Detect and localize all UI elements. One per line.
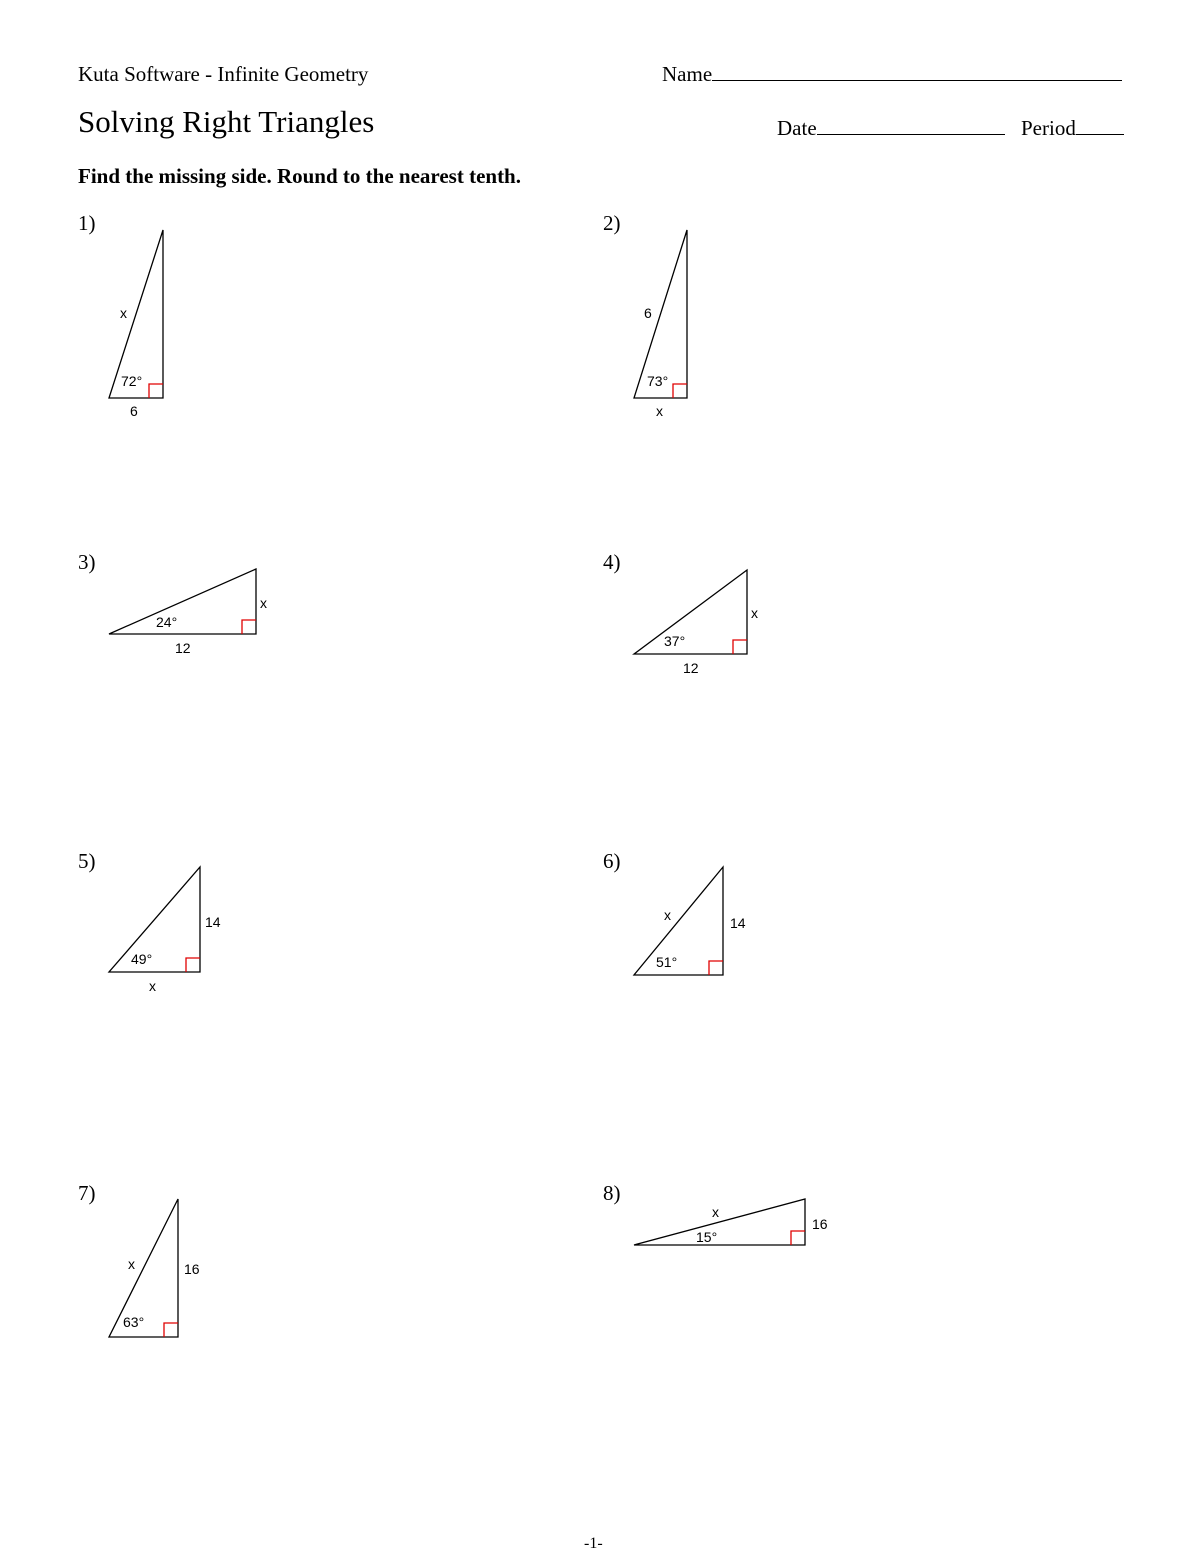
side-label-6b: 14 xyxy=(730,915,746,931)
period-label: Period xyxy=(1021,116,1076,140)
side-label-4b: 12 xyxy=(683,660,699,676)
right-angle-mark-6 xyxy=(709,961,723,975)
problem-number-4: 4) xyxy=(603,550,621,574)
triangle-figure-5 xyxy=(109,867,221,994)
right-angle-mark-8 xyxy=(791,1231,805,1245)
right-angle-mark-5 xyxy=(186,958,200,972)
side-label-3b: 12 xyxy=(175,640,191,656)
angle-label-3: 24° xyxy=(156,614,178,630)
angle-label-2: 73° xyxy=(647,373,669,389)
triangle-3 xyxy=(109,569,256,634)
instructions: Find the missing side. Round to the nearest tenth. xyxy=(78,164,521,188)
side-label-5b: x xyxy=(149,978,156,994)
angle-label-5: 49° xyxy=(131,951,153,967)
publisher-line: Kuta Software - Infinite Geometry xyxy=(78,62,369,86)
triangle-figure-7 xyxy=(109,1199,200,1337)
problem-number-5: 5) xyxy=(78,849,96,873)
side-label-7a: x xyxy=(128,1256,135,1272)
right-angle-mark-1 xyxy=(149,384,163,398)
side-label-1b: 6 xyxy=(130,403,138,419)
date-label: Date xyxy=(777,116,817,140)
side-label-6a: x xyxy=(664,907,671,923)
side-label-3a: x xyxy=(260,595,267,611)
problem-number-2: 2) xyxy=(603,211,621,235)
right-angle-mark-7 xyxy=(164,1323,178,1337)
side-label-8b: 16 xyxy=(812,1216,828,1232)
problem-number-8: 8) xyxy=(603,1181,621,1205)
triangle-figure-4 xyxy=(634,570,758,676)
side-label-2a: 6 xyxy=(644,305,652,321)
triangle-figure-2 xyxy=(634,230,687,419)
triangle-5 xyxy=(109,867,200,972)
triangle-figure-3 xyxy=(109,569,267,656)
side-label-4a: x xyxy=(751,605,758,621)
problem-number-6: 6) xyxy=(603,849,621,873)
name-label: Name xyxy=(662,62,713,86)
triangle-6 xyxy=(634,867,723,975)
worksheet-title: Solving Right Triangles xyxy=(78,104,375,139)
angle-label-6: 51° xyxy=(656,954,678,970)
triangle-figure-8 xyxy=(634,1199,828,1245)
side-label-8a: x xyxy=(712,1204,719,1220)
triangle-8 xyxy=(634,1199,805,1245)
right-angle-mark-3 xyxy=(242,620,256,634)
triangle-figure-1 xyxy=(109,230,163,419)
problem-number-3: 3) xyxy=(78,550,96,574)
angle-label-4: 37° xyxy=(664,633,686,649)
problem-number-1: 1) xyxy=(78,211,96,235)
angle-label-8: 15° xyxy=(696,1229,718,1245)
angle-label-1: 72° xyxy=(121,373,143,389)
angle-label-7: 63° xyxy=(123,1314,145,1330)
right-angle-mark-2 xyxy=(673,384,687,398)
problem-number-7: 7) xyxy=(78,1181,96,1205)
right-angle-mark-4 xyxy=(733,640,747,654)
page-number: -1- xyxy=(584,1535,603,1552)
side-label-2b: x xyxy=(656,403,663,419)
triangle-figure-6 xyxy=(634,867,746,975)
side-label-7b: 16 xyxy=(184,1261,200,1277)
triangle-4 xyxy=(634,570,747,654)
side-label-5a: 14 xyxy=(205,914,221,930)
side-label-1a: x xyxy=(120,305,127,321)
